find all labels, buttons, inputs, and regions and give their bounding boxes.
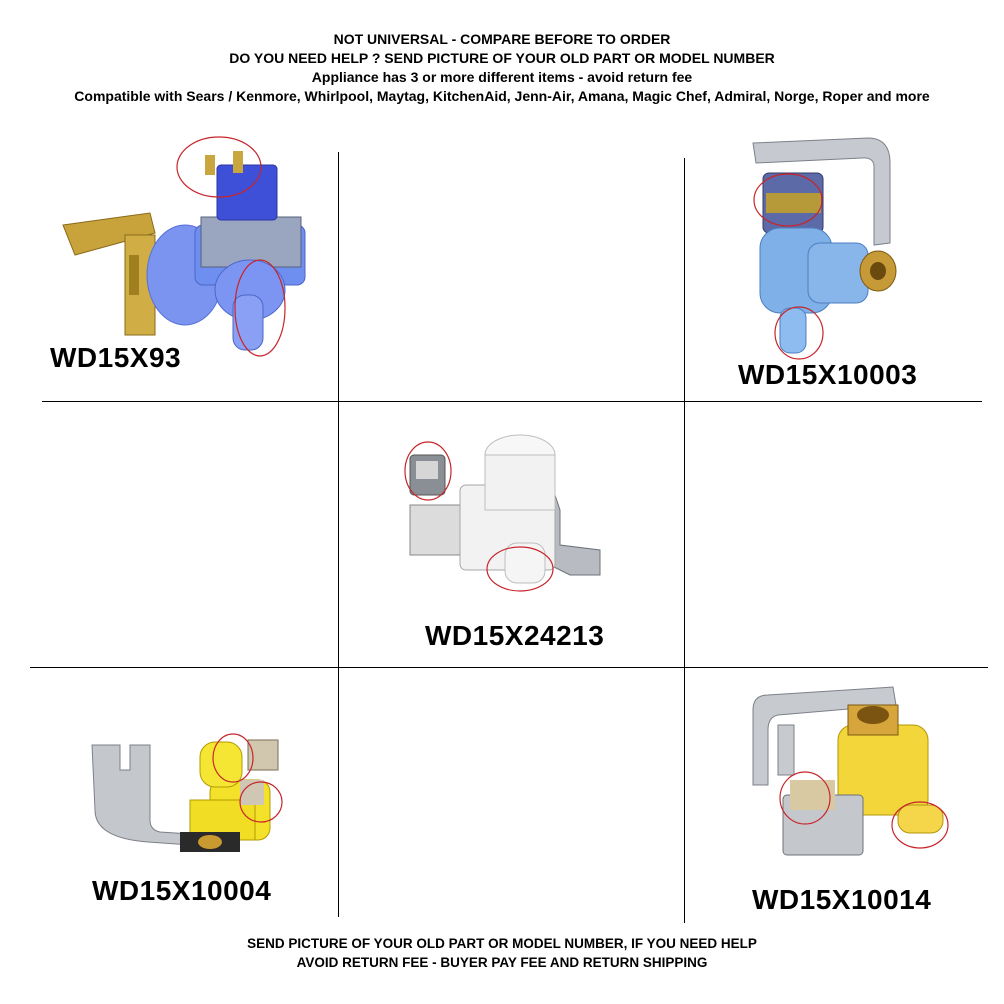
header-line-1: NOT UNIVERSAL - COMPARE BEFORE TO ORDER [333,31,671,47]
part-label-wd15x10014: WD15X10014 [752,884,932,915]
part-image-wd15x10004 [90,730,290,860]
footer-line-2: AVOID RETURN FEE - BUYER PAY FEE AND RETURN SHIPPING [296,955,708,970]
footer [0,934,1004,972]
header-line-2: DO YOU NEED HELP ? SEND PICTURE OF YOUR OLD PART OR MODEL NUMBER [229,50,775,66]
part-image-wd15x93 [55,125,325,365]
grid-line-vertical-2 [684,158,685,923]
grid-line-horizontal-1 [42,401,982,402]
header-line-3: Appliance has 3 or more different items - avoid return fee [311,69,693,85]
grid-line-horizontal-2 [30,667,988,668]
part-label-wd15x10003: WD15X10003 [738,359,918,390]
part-label-wd15x93: WD15X93 [50,342,182,373]
part-image-wd15x10003 [748,133,898,363]
header-line-4: Compatible with Sears / Kenmore, Whirlpool, Maytag, KitchenAid, Jenn-Air, Amana, Magic Chef, Admiral, Norge, Roper and more [74,88,930,104]
footer-line-1: SEND PICTURE OF YOUR OLD PART OR MODEL NUMBER, IF YOU NEED HELP [247,936,757,951]
header [0,30,1004,106]
part-image-wd15x24213 [400,425,610,595]
part-label-wd15x24213: WD15X24213 [425,620,605,651]
grid-line-vertical-1 [338,152,339,917]
part-label-wd15x10004: WD15X10004 [92,875,272,906]
part-image-wd15x10014 [748,685,958,875]
